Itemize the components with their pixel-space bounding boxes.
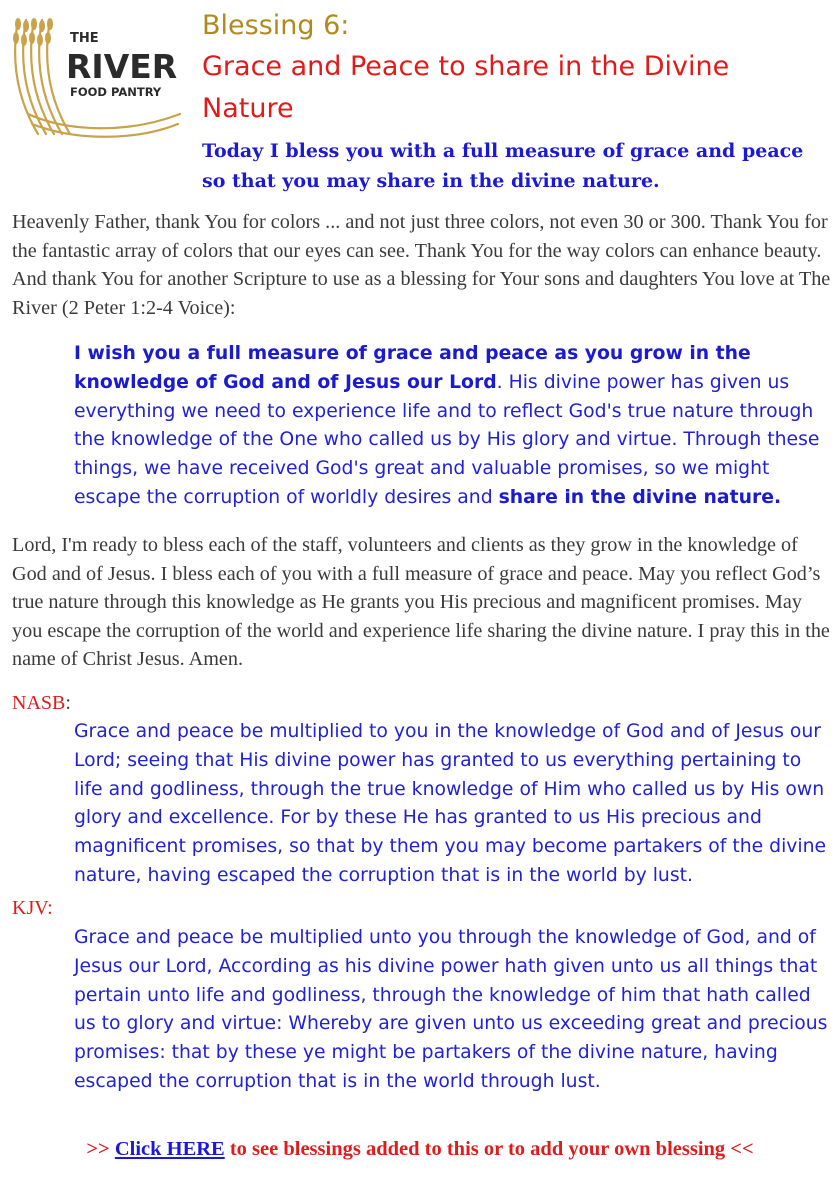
voice-quote-bold-end: share in the divine nature.: [498, 486, 782, 508]
nasb-label-colon: :: [65, 692, 71, 714]
click-here-link[interactable]: Click HERE: [114, 1138, 225, 1160]
logo-text-the: THE: [70, 31, 99, 46]
blessing-title-line-2: Nature: [202, 93, 294, 124]
blessing-title-line-1: Grace and Peace to share in the Divine: [202, 51, 730, 82]
kjv-label: KJV:: [12, 897, 53, 919]
intro-prayer: Heavenly Father, thank You for colors ... and not just three colors, not even 30 or 300. Thank You for the fantastic array of colors that our eyes can see. Thank You for the way colors can enhance beauty. And thank You for another Scripture to use as a blessing for Your sons and daughters You love at The River (2 Peter 1:2-4 Voice):: [12, 211, 831, 319]
logo-text-food-pantry: FOOD PANTRY: [70, 85, 162, 99]
blessing-subtitle: Today I bless you with a full measure of grace and peace so that you may share in the divine nature.: [202, 140, 804, 192]
page-header: [202, 6, 832, 196]
voice-quote-bold-start: I wish you a full measure of grace and peace as you grow in the knowledge of God and of Jesus our Lord: [74, 343, 751, 393]
nasb-label-text: NASB: [12, 692, 66, 714]
blessing-prayer: Lord, I'm ready to bless each of the staff, volunteers and clients as they grow in the knowledge of God and of Jesus. I bless each of you with a full measure of grace and peace. May you reflect God’s true nature through this knowledge as He grants you His precious and magnificent promises. May you escape the corruption of the world and experience life sharing the divine nature. I pray this in the name of Christ Jesus. Amen.: [12, 534, 830, 671]
logo-text-river: RIVER: [66, 47, 178, 86]
voice-quote-middle: . His divine power has given us everything we need to experience life and to reflect God's true nature through the knowledge of the One who called us by His glory and virtue. Through these things, we have received God's great and valuable promises, so we might escape the corruption of worldly desires and: [74, 371, 820, 508]
wheat-logo-icon: [8, 14, 184, 142]
nasb-label: [12, 692, 71, 715]
blessing-number-title: Blessing 6:: [202, 10, 350, 41]
nasb-scripture-text: Grace and peace be multiplied to you in the knowledge of God and of Jesus our Lord; seeing that His divine power has granted to us everything pertaining to life and godliness, through the true knowledge of Him who called us by His own glory and excellence. For by these He has granted to us His precious and magnificent promises, so that by them you may become partakers of the divine nature, having escaped the corruption that is in the world by lust.: [74, 721, 827, 886]
kjv-scripture-text: Grace and peace be multiplied unto you through the knowledge of God, and of Jesus our Lord, According as his divine power hath given unto us all things that pertain unto life and godliness, through the knowledge of him that hath called us to glory and virtue: Whereby are given unto us exceeding great and precious promises: that by these ye might be partakers of the divine nature, having escaped the corruption that is in the world through lust.: [74, 927, 828, 1092]
voice-scripture-quote: [74, 340, 834, 513]
footer-cta: [0, 1138, 840, 1161]
river-food-pantry-logo: [8, 14, 184, 142]
footer-prefix: >>: [86, 1138, 115, 1160]
footer-suffix: to see blessings added to this or to add your own blessing <<: [224, 1138, 754, 1160]
